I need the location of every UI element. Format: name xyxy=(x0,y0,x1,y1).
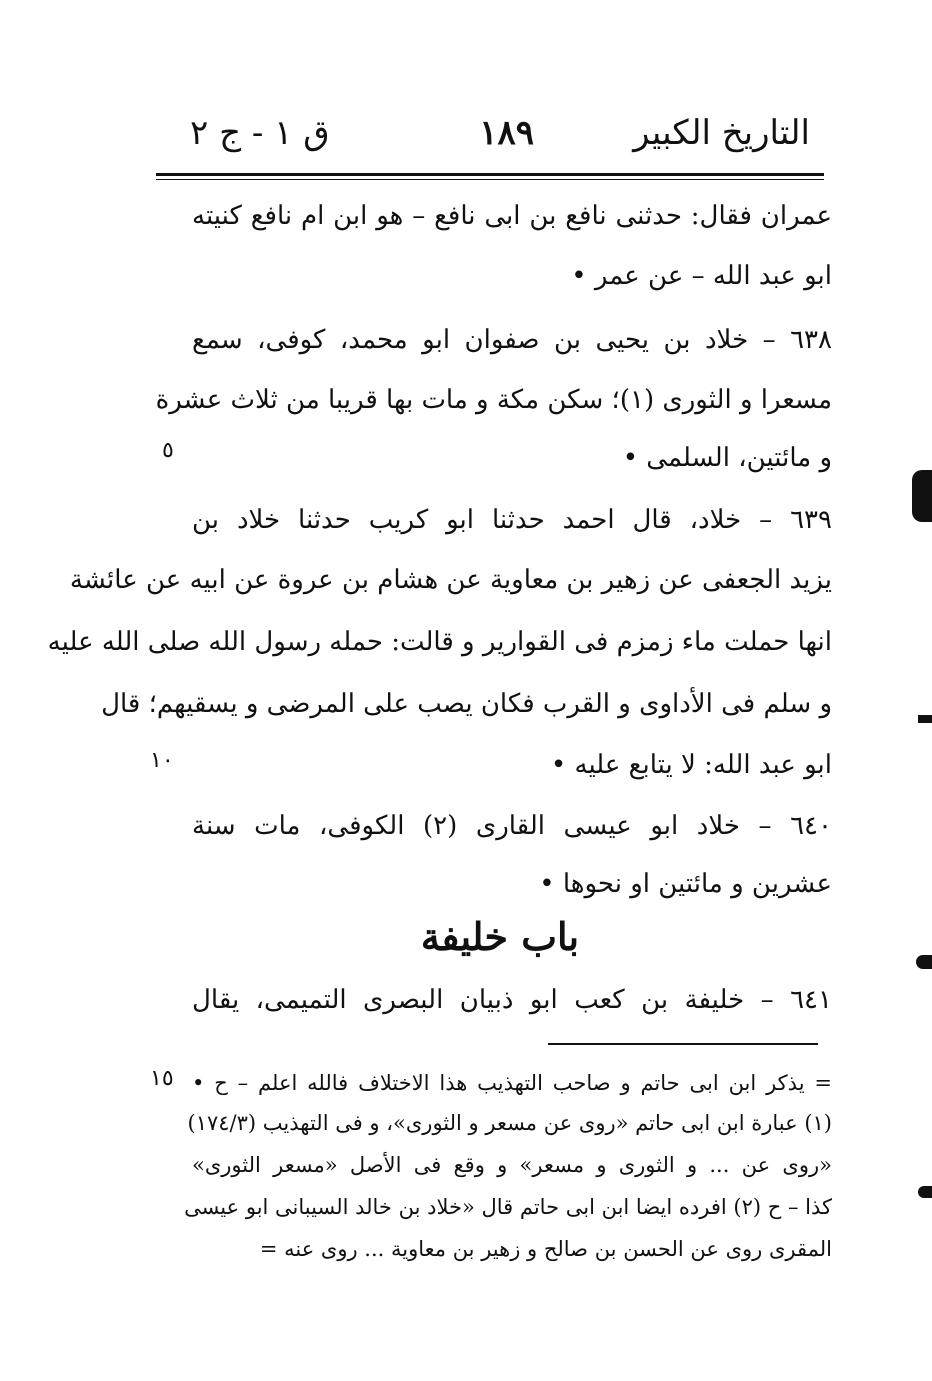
running-title: التاريخ الكبير xyxy=(633,113,810,153)
volume-label: ق ١ - ج ٢ xyxy=(190,113,330,153)
footnote-line: = يذكر ابن ابى حاتم و صاحب التهذيب هذا الاختلاف فالله اعلم – ح • xyxy=(192,1071,832,1095)
page-header xyxy=(190,108,810,168)
text-line: عمران فقال: حدثنى نافع بن ابى نافع – هو ابن ام نافع كنيته xyxy=(192,201,832,231)
footnote-line: كذا – ح (٢) افرده ايضا ابن ابى حاتم قال «خلاد بن خالد السيبانى ابو عيسى xyxy=(184,1195,832,1219)
line-number-10: ١٠ xyxy=(150,748,174,773)
footnote-line: «روى عن ... و الثورى و مسعر» و وقع فى الأصل «مسعر الثورى» xyxy=(192,1153,832,1177)
text-line: و مائتين، السلمى • xyxy=(622,443,832,473)
line-number-5: ٥ xyxy=(162,438,174,463)
text-line: مسعرا و الثورى (١)؛ سكن مكة و مات بها قريبا من ثلاث عشرة xyxy=(155,385,832,415)
section-heading: باب خليفة xyxy=(420,914,580,959)
entry-640: ٦٤٠ – خلاد ابو عيسى القارى (٢) الكوفى، مات سنة xyxy=(192,811,832,841)
text-line: ابو عبد الله: لا يتابع عليه • xyxy=(550,750,832,780)
text-line: انها حملت ماء زمزم فى القوارير و قالت: حمله رسول الله صلى الله عليه xyxy=(47,627,832,657)
line-number-15: ١٥ xyxy=(150,1066,174,1091)
text-line: و سلم فى الأداوى و القرب فكان يصب على المرضى و يسقيهم؛ قال xyxy=(101,689,832,719)
entry-638: ٦٣٨ – خلاد بن يحيى بن صفوان ابو محمد، كوفى، سمع xyxy=(192,325,832,355)
footnote-line: (١) عبارة ابن ابى حاتم «روى عن مسعر و الثورى»، و فى التهذيب (١٧٤/٣) xyxy=(187,1111,832,1135)
footnote-rule xyxy=(548,1043,818,1045)
scan-edge-mark xyxy=(918,715,932,723)
scan-edge-mark xyxy=(918,1186,932,1198)
header-rule xyxy=(156,173,824,176)
header-rule-thin xyxy=(156,179,824,180)
page-number: ١٨٩ xyxy=(479,113,534,153)
entry-641: ٦٤١ – خليفة بن كعب ابو ذبيان البصرى التميمى، يقال xyxy=(192,985,832,1015)
text-line: ابو عبد الله – عن عمر • xyxy=(571,261,832,291)
scan-edge-mark xyxy=(912,470,932,522)
scan-edge-mark xyxy=(916,955,932,969)
text-line: عشرين و مائتين او نحوها • xyxy=(539,869,832,899)
text-line: يزيد الجعفى عن زهير بن معاوية عن هشام بن عروة عن ابيه عن عائشة xyxy=(69,565,832,595)
entry-639: ٦٣٩ – خلاد، قال احمد حدثنا ابو كريب حدثنا خلاد بن xyxy=(192,505,832,535)
footnote-line: المقرى روى عن الحسن بن صالح و زهير بن معاوية ... روى عنه = xyxy=(259,1237,832,1261)
